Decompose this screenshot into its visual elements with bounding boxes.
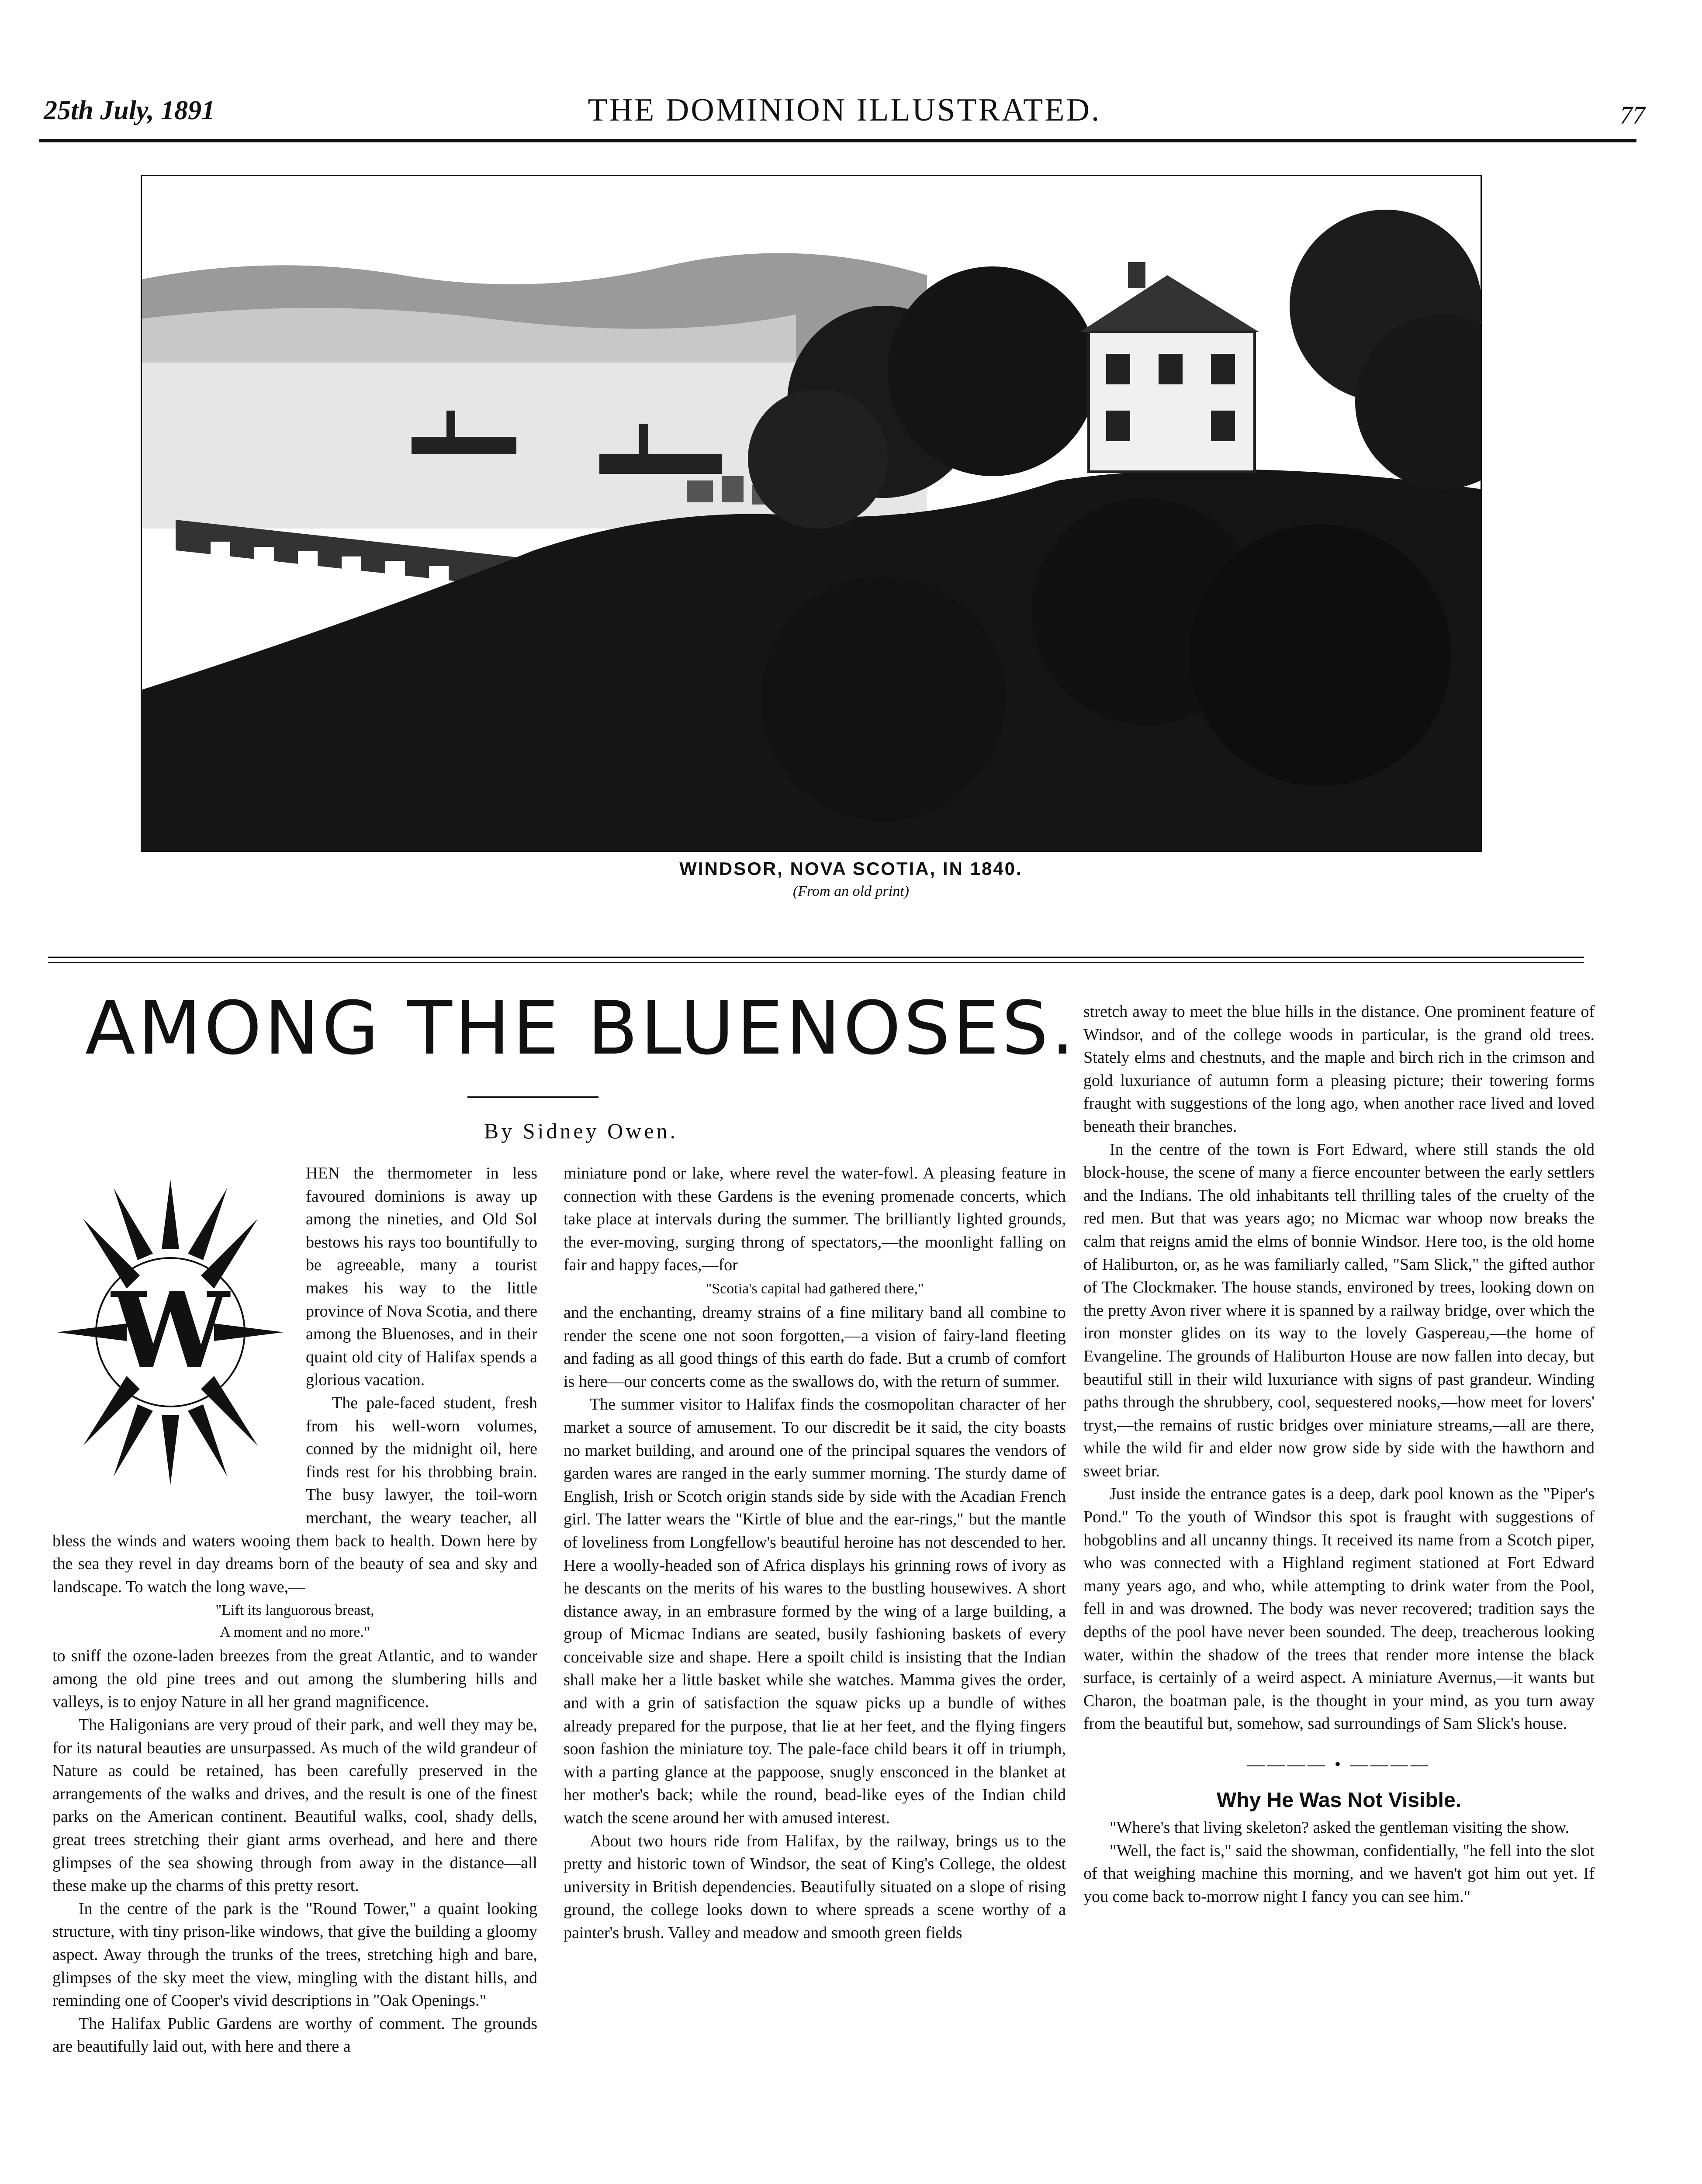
page-number: 77 <box>1620 101 1645 129</box>
article-title: AMONG THE BLUENOSES. <box>85 985 1077 1071</box>
paragraph: "Well, the fact is," said the showman, confidentially, "he fell into the slot of that weighing machine this morning, and we haven't got him out yet. If you come back to-morrow night I fancy you can see him." <box>1083 1841 1595 1906</box>
illustration-caption: WINDSOR, NOVA SCOTIA, IN 1840. <box>679 858 1023 879</box>
paragraph: The Haligonians are very proud of their park, and well they may be, for its natural beauties are unsurpassed. As much of the wild grandeur of Nature as could be retained, has been carefully preserved in the arrangements of the walks and drives, and the result is one of the finest parks on the American continent. Beautiful walks, cool, shady dells, great trees stretching their giant arms overhead, and here and there glimpses of the sea showing through from away in the distance—all these make up the charms of this pretty resort. <box>52 1716 537 1895</box>
paragraph: Just inside the entrance gates is a deep, dark pool known as the "Piper's Pond." To the youth of Windsor this spot is fraught with suggestions of hobgoblins and all uncanny things. It received its name from a Scotch piper, who was connected with a Highland regiment stationed at Fort Edward many years ago, and who, while attempting to drink water from the Pool, fell in and was drowned. The body was never recovered; tradition says the depths of the pool have never been sounded. The deep, treacherous looking water, within the shadow of the trees that render more intense the black surface, is certainly of a weird aspect. A miniature Avernus,—it wants but Charon, the boatman pale, is the thought in your mind, as you turn away from the beautiful but, somehow, sad surroundings of Sam Slick's house. <box>1083 1485 1595 1733</box>
verse-line: "Scotia's capital had gathered there," <box>706 1280 924 1297</box>
article-column-1 <box>52 1162 537 2058</box>
article-column-2 <box>564 1162 1066 1945</box>
masthead: THE DOMINION ILLUSTRATED. <box>588 92 1101 128</box>
paragraph: About two hours ride from Halifax, by the railway, brings us to the pretty and historic town of Windsor, the seat of King's College, the oldest university in British dependencies. Beautifully situated on a slope of rising ground, the college looks down to where spreads a scene worthy of a painter's brush. Valley and meadow and smooth green fields <box>564 1832 1066 1942</box>
section-rule-thin <box>48 962 1584 963</box>
paragraph: HEN the thermometer in less favoured dominions is away up among the nineties, and Old Sol bestows his rays too bountifully to be agreeable, many a tourist makes his way to the little province of Nova Scotia, and there among the Bluenoses, and in their quaint old city of Halifax spends a glorious vacation. <box>306 1164 537 1389</box>
issue-date: 25th July, 1891 <box>44 96 215 125</box>
paragraph: In the centre of the park is the "Round Tower," a quaint looking structure, with tiny prison-like windows, that give the building a gloomy aspect. Away through the trunks of the trees, stretching high and bare, glimpses of the sky meet the view, mingling with the distant hills, and reminding one of Cooper's vivid descriptions in "Oak Openings." <box>52 1899 537 2010</box>
paragraph: The Halifax Public Gardens are worthy of comment. The grounds are beautifully laid out, with here and there a <box>52 2014 537 2056</box>
paragraph: miniature pond or lake, where revel the water-fowl. A pleasing feature in connection with these Gardens is the evening promenade concerts, which take place at intervals during the summer. The brilliantly lighted grounds, the ever-moving, surging throng of spectators,—the moonlight falling on fair and happy faces,—for <box>564 1164 1066 1275</box>
page-header <box>39 92 1650 140</box>
section-rule <box>48 957 1584 958</box>
title-rule <box>467 1096 598 1098</box>
decorative-initial <box>48 1162 293 1503</box>
verse-line: "Lift its languorous breast, <box>215 1602 374 1619</box>
verse-line: A moment and no more." <box>220 1624 370 1641</box>
paragraph: The summer visitor to Halifax finds the cosmopolitan character of her market a source of amusement. To our discredit be it said, the city boasts no market building, and around one of the principal squares the vendors of garden wares are ranged in the early summer morning. The sturdy dame of English, Irish or Scotch origin stands side by side with the Acadian French girl. The latter wears the "Kirtle of blue and the ear-rings," but the mantle of loveliness from Longfellow's beautiful heroine has not descended to her. Here a woolly-headed son of Africa displays his grinning rows of ivory as he descants on the merits of his wares to the bustling housewives. A short distance away, in an embrasure formed by the wing of a large building, a group of Micmac Indians are seated, busily fashioning baskets of every conceivable size and shape. Here a spoilt child is insisting that the Indian shall make her a little basket while she watches. Mamma gives the order, and with a grin of satisfaction the squaw picks up a bundle of withes already prepared for the purpose, that lie at her feet, and the flying fingers soon fashion the miniature toy. The pale-face child bears it off in triumph, with a parting glance at the pappoose, snugly ensconced in the blanket at her mother's back; while the round, bead-like eyes of the Indian child watch the scene around her with amused interest. <box>564 1395 1066 1828</box>
paragraph: stretch away to meet the blue hills in the distance. One prominent feature of Windsor, and of the college woods in particular, is the grand old trees. Stately elms and chestnuts, and the maple and birch rich in the crimson and gold luxuriance of autumn form a pleasing picture; their towering forms fraught with suggestions of the long ago, when another race lived and loved beneath their branches. <box>1083 1002 1595 1136</box>
paragraph: to sniff the ozone-laden breezes from the great Atlantic, and to wander among the old pine trees and out among the slumbering hills and valleys, is to enjoy Nature in all her grand magnificence. <box>52 1647 537 1711</box>
paragraph: The pale-faced student, fresh from his well-worn volumes, conned by the midnight oil, here finds rest for his throbbing brain. The busy lawyer, the toil-worn merchant, the weary teacher, all bless the winds and waters wooing them back to health. Down here by the sea they revel in day dreams born of the beauty of sea and sky and landscape. To watch the long wave,— <box>52 1393 537 1596</box>
article-byline: By Sidney Owen. <box>484 1119 678 1143</box>
drop-cap-letter: W <box>111 1269 229 1392</box>
header-rule <box>39 139 1636 142</box>
ornament-divider: ———— • ———— <box>1247 1754 1431 1774</box>
illustration-credit: (From an old print) <box>792 883 909 899</box>
article-column-3 <box>1083 1000 1595 1908</box>
windsor-engraving <box>141 175 1482 852</box>
paragraph: "Where's that living skeleton? asked the gentleman visiting the show. <box>1110 1818 1569 1837</box>
paragraph: and the enchanting, dreamy strains of a fine military band all combine to render the scene one not soon forgotten,—a vision of fairy-land fleeting and fading as all good things of this earth do fade. But a crumb of comfort is here—our concerts come as the swallows do, with the return of summer. <box>564 1303 1066 1391</box>
sidebar-title: Why He Was Not Visible. <box>1216 1788 1462 1812</box>
paragraph: In the centre of the town is Fort Edward, where still stands the old block-house, the scene of many a fierce encounter between the early settlers and the Indians. The old inhabitants tell thrilling tales of the cruelty of the red men. But that was years ago; no Micmac war whoop now breaks the calm that reigns amid the elms of bonnie Windsor. Here too, is the old home of Haliburton, or, as he was familiarly called, "Sam Slick," the gifted author of The Clockmaker. The house stands, environed by trees, looking down on the pretty Avon river where it is spanned by a railway bridge, over which the iron monster glides on its way to the lovely Gaspereau,—the home of Evangeline. The grounds of Haliburton House are now fallen into decay, but beautiful still in their wild luxuriance with signs of past grandeur. Winding paths through the shrubbery, cool, sequestered nooks,—how meet for lovers' tryst,—the remains of rustic bridges over miniature streams,—all are there, while the wild fir and elder now grow side by side with the hawthorn and sweet briar. <box>1083 1140 1595 1480</box>
